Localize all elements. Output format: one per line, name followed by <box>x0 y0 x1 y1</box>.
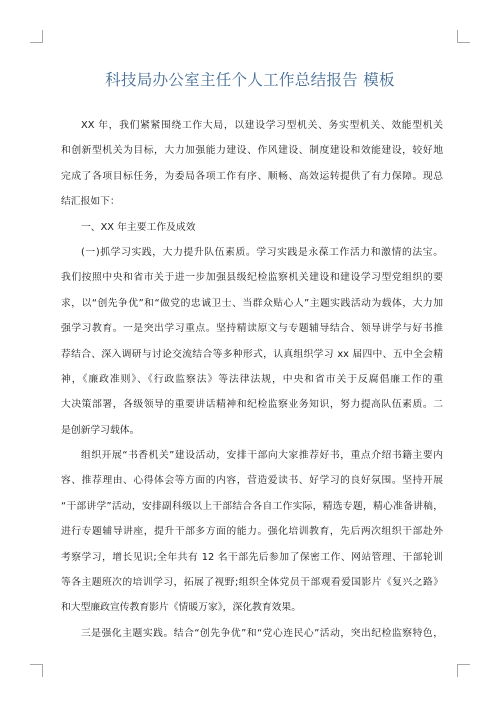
text-line: 考察学习，增长见识;全年共有 12 名干部先后参加了保密工作、网站管理、干部轮训 <box>61 551 443 563</box>
text-line: 神，《廉政准则》、《行政监察法》等法律法规，中央和省市关于反腐倡廉工作的重 <box>61 373 443 385</box>
crop-mark-bottom-right <box>457 664 470 677</box>
crop-mark-bottom-left <box>30 664 43 677</box>
text-line: 三是强化主题实践。结合“创先争优”和“党心连民心”活动，突出纪检监察特色， <box>81 627 443 639</box>
text-line: 是创新学习载体。 <box>61 424 140 436</box>
text-line: 大决策部署，各级领导的重要讲话精神和纪检监察业务知识，努力提高队伍素质。二 <box>61 399 443 411</box>
text-line: XX 年，我们紧紧围绕工作大局，以建设学习型机关、务实型机关、效能型机关 <box>81 120 443 131</box>
text-line: 强学习教育。一是突出学习重点。坚持精读原文与专题辅导结合、领导讲学与好书推 <box>61 323 443 335</box>
text-line: 容、推荐理由、心得体会等方面的内容，营造爱读书、好学习的良好氛围。坚持开展 <box>61 475 443 487</box>
text-line: “干部讲学”活动，安排副科级以上干部结合各自工作实际，精选专题，精心准备讲稿， <box>61 500 443 512</box>
text-line: 求，以“创先争优”和“做党的忠诚卫士、当群众贴心人”主题实践活动为载体，大力加 <box>61 297 443 309</box>
text-line: 和大型廉政宣传教育影片《情暖万家》，深化教育效果。 <box>61 602 302 614</box>
section-heading: 一、XX 年主要工作及成效 <box>81 221 196 233</box>
document-title: 科技局办公室主任个人工作总结报告 模板 <box>105 71 395 89</box>
text-line: 等各主题班次的培训学习，拓展了视野;组织全体党员干部观看爱国影片《复兴之路》 <box>61 577 443 589</box>
crop-mark-top-right <box>457 30 470 43</box>
text-line: 和创新型机关为目标，大力加强能力建设、作风建设、制度建设和效能建设，较好地 <box>61 145 443 157</box>
document-body <box>61 113 443 646</box>
text-line: 荐结合、深入调研与讨论交流结合等多种形式，认真组织学习 xx 届四中、五中全会精 <box>61 348 443 360</box>
text-line: 完成了各项目标任务，为委局各项工作有序、顺畅、高效运转提供了有力保障。现总 <box>61 170 443 182</box>
text-line: 进行专题辅导讲座，提升干部多方面的能力。强化培训教育，先后两次组织干部赴外 <box>61 526 443 538</box>
text-line: 结汇报如下： <box>61 196 120 208</box>
text-line: (一)抓学习实践，大力提升队伍素质。学习实践是永葆工作活力和激情的法宝。 <box>81 246 443 258</box>
crop-mark-top-left <box>30 30 43 43</box>
text-line: 我们按照中央和省市关于进一步加强县级纪检监察机关建设和建设学习型党组织的要 <box>61 272 443 284</box>
text-line: 组织开展“书香机关”建设活动，安排干部向大家推荐好书，重点介绍书籍主要内 <box>81 450 443 462</box>
